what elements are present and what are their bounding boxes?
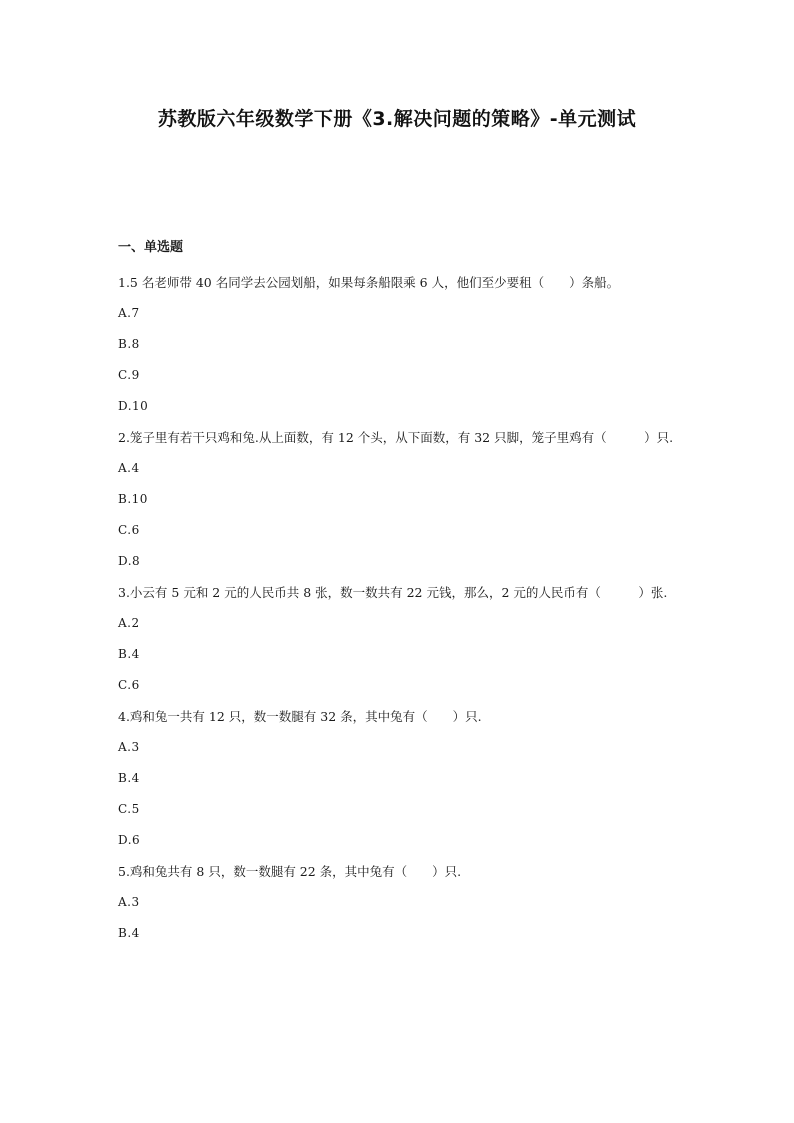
question-3 [118,577,688,701]
option-a: A.7 [118,306,140,320]
option-b: B.8 [118,337,140,351]
option-a: A.2 [118,616,140,630]
option-c: C.6 [118,678,140,692]
question-2 [118,422,688,577]
option-b: B.4 [118,926,140,940]
option-b: B.4 [118,647,140,661]
document-title: 苏教版六年级数学下册《3.解决问题的策略》-单元测试 [157,108,637,130]
option-b: B.4 [118,771,140,785]
section-heading: 一、单选题 [118,240,184,255]
option-d: D.8 [118,554,141,568]
question-text: 2.笼子里有若干只鸡和兔.从上面数，有 12 个头，从下面数，有 32 只脚，笼子里鸡有（ ）只. [118,430,674,445]
option-b: B.10 [118,492,148,506]
option-c: C.6 [118,523,140,537]
question-text: 5.鸡和兔共有 8 只，数一数腿有 22 条，其中兔有（ ）只. [118,864,462,879]
question-text: 4.鸡和兔一共有 12 只，数一数腿有 32 条，其中兔有（ ）只. [118,709,482,724]
document-body [118,236,688,949]
option-c: C.5 [118,802,140,816]
option-a: A.4 [118,461,140,475]
question-text: 1.5 名老师带 40 名同学去公园划船，如果每条船限乘 6 人，他们至少要租（ ）条船。 [118,275,620,290]
option-a: A.3 [118,895,140,909]
question-1 [118,267,688,422]
option-d: D.6 [118,833,141,847]
question-4 [118,701,688,856]
question-5 [118,856,688,949]
question-text: 3.小云有 5 元和 2 元的人民币共 8 张，数一数共有 22 元钱，那么，2 元的人民币有（ ）张. [118,585,668,600]
option-d: D.10 [118,399,149,413]
option-c: C.9 [118,368,140,382]
option-a: A.3 [118,740,140,754]
